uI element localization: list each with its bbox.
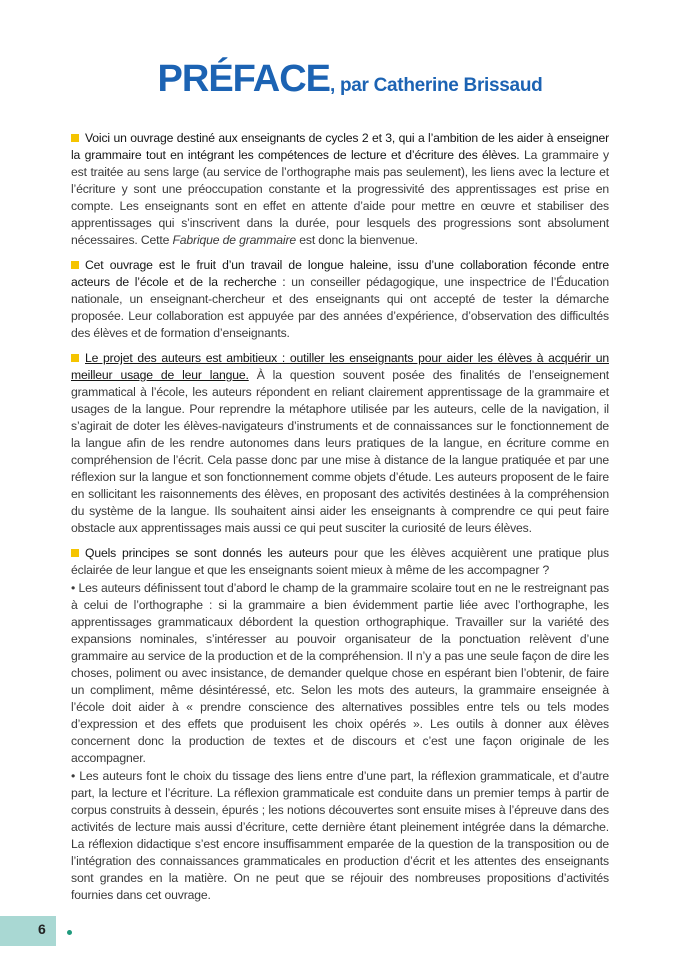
book-title-italic: Fabrique de grammaire bbox=[172, 233, 297, 247]
paragraph-lead: Voici un ouvrage destiné aux enseignants de cycles 2 et 3, qui a l’ambition de les aider à enseigner la grammaire tout en intégrant les compétences de lecture et d’écriture des élèves. bbox=[71, 131, 609, 162]
page-title bbox=[0, 58, 700, 101]
preface-body bbox=[71, 130, 609, 904]
yellow-square-icon bbox=[71, 134, 79, 142]
paragraph-3 bbox=[71, 350, 609, 537]
yellow-square-icon bbox=[71, 354, 79, 362]
paragraph-4 bbox=[71, 545, 609, 579]
paragraph-text: un conseiller pédagogique, une inspectrice de l’Éducation nationale, un enseignant-chercheur et des enseignants qui ont accepté de tester la démarche proposée. Leur collaboration est appuyée par des années d’expérience, d’observation des difficultés des élèves et de formation d’enseignants. bbox=[71, 275, 609, 340]
paragraph-2 bbox=[71, 257, 609, 342]
bullet-item: • Les auteurs définissent tout d’abord le champ de la grammaire scolaire tout en ne le restreignant pas à celui de l’orthographe : si la grammaire a bien évidemment partie liée avec l’orthographe, les apprentissages grammaticaux débordent la question orthographique. Travailler sur la variété des expansions nominales, s’intéresser au pouvoir organisateur de la ponctuation relèvent d’une grammaire au service de la production et de la compréhension. Il n’y a pas une seule façon de dire les choses, poliment ou avec insistance, de demander quelque chose en espérant bien l’obtenir, de faire un compliment, même désintéressé, etc. Selon les mots des auteurs, la grammaire enseignée à l’école doit aider à « prendre conscience des alternatives possibles entre tels ou tels modes d’expression et des effets que produisent les choix opérés ». Les outils à donner aux élèves concernent donc la production de textes et de discours et c’est une façon originale de les accompagner. bbox=[71, 581, 609, 765]
paragraph-text: À la question souvent posée des finalités de l’enseignement grammatical à l’école, les auteurs répondent en reliant clairement apprentissage de la grammaire et usages de la langue. Pour reprendre la métaphore utilisée par les auteurs, celle de la navigation, il s’agirait de doter les élèves-navigateurs d’instruments et de connaissances sur le fonctionnement de la langue afin de les rendre autonomes dans leurs pratiques de la langue, en écriture comme en compréhension de l’écrit. Cela passe donc par une mise à distance de la langue pratiquée et par une réflexion sur la langue et son fonctionnement comme objets d’étude. Les auteurs proposent de le faire en sollicitant les raisonnements des élèves, en proposant des activités destinées à la compréhension du système de la langue. Ils souhaitent ainsi aider les enseignants à comprendre ce qui peut faire obstacle aux apprentissages mais aussi ce qui peut susciter la curiosité de leurs élèves. bbox=[71, 368, 609, 535]
title-main: PRÉFACE bbox=[157, 58, 331, 100]
page-number-tab bbox=[0, 916, 56, 946]
paragraph-lead: Quels principes se sont donnés les auteurs bbox=[85, 546, 329, 560]
paragraph-text: La grammaire y est traitée au sens large (au service de l’orthographe mais pas seulement), les liens avec la lecture et l’écriture y sont une préoccupation constante et la progressivité des apprentissages est prise en compte. Les enseignants sont en effet en attente d’aide pour mettre en œuvre et stabiliser des apprentissages qui s’inscrivent dans la durée, pour lesquels des progressions sont absolument nécessaires. Cette bbox=[71, 148, 609, 247]
paragraph-lead: Le projet des auteurs est ambitieux : outiller les enseignants pour aider les élèves à acquérir un meilleur usage de leur langue. bbox=[71, 351, 609, 382]
paragraph-text: est donc la bienvenue. bbox=[296, 233, 418, 247]
yellow-square-icon bbox=[71, 549, 79, 557]
paragraph-text: pour que les élèves acquièrent une pratique plus éclairée de leur langue et que les enseignants soient mieux à même de les accompagner ? bbox=[71, 546, 609, 577]
paragraph-1 bbox=[71, 130, 609, 249]
yellow-square-icon bbox=[71, 261, 79, 269]
page-dot-icon bbox=[67, 930, 72, 935]
bullet-item: • Les auteurs font le choix du tissage des liens entre d’une part, la réflexion grammaticale, et d’autre part, la lecture et l’écriture. La réflexion grammaticale est conduite dans un premier temps à partir de corpus construits à dessein, épurés ; les notions découvertes sont ensuite mises à l’épreuve dans des activités de lecture mais aussi d’écriture, cette dernière étant pleinement intégrée dans la démarche. La réflexion didactique s’est encore insuffisamment emparée de la question de la transposition ou de l’intégration des connaissances grammaticales en production d’écrit et les attentes des enseignants sont grandes en la matière. On ne peut que se réjouir des nombreuses propositions d’activités fournies dans cet ouvrage. bbox=[71, 769, 609, 902]
title-author: , par Catherine Brissaud bbox=[330, 75, 543, 96]
page-number: 6 bbox=[38, 921, 46, 937]
paragraph-lead: Cet ouvrage est le fruit d’un travail de longue haleine, issu d’une collaboration féconde entre acteurs de l’école et de la recherche : bbox=[71, 258, 609, 289]
